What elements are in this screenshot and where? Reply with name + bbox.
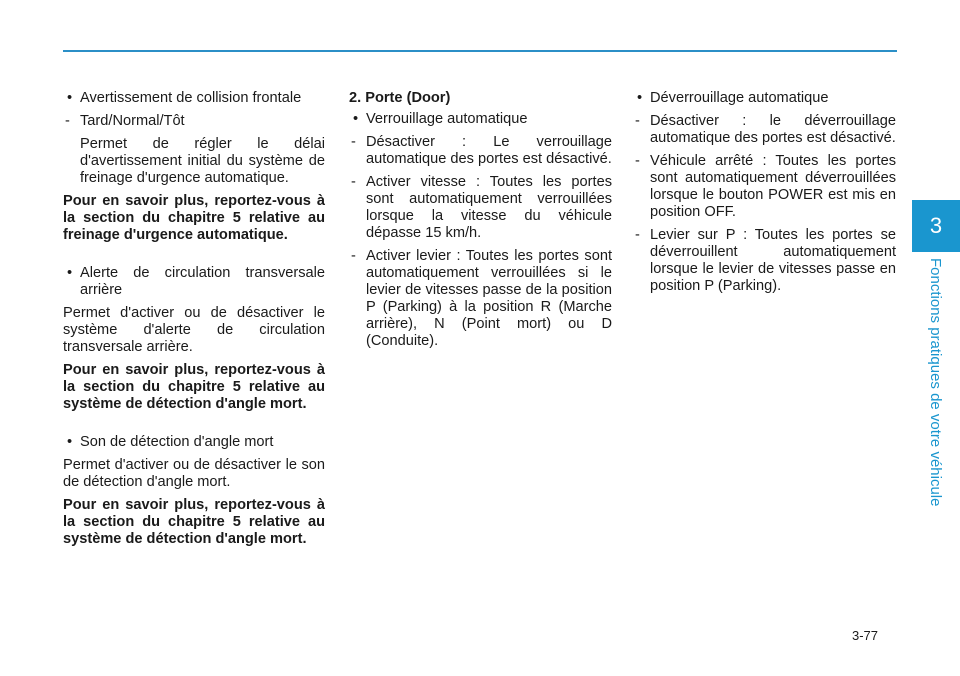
column-right: [633, 90, 896, 301]
note: Pour en savoir plus, reportez-vous à la section du chapitre 5 relative au freinage d'urgence automatique.: [63, 193, 325, 243]
column-left: [63, 90, 325, 554]
note: Pour en savoir plus, reportez-vous à la section du chapitre 5 relative au système de détection d'angle mort.: [63, 362, 325, 412]
list-item: - Désactiver : Le verrouillage automatique des portes est désactivé.: [349, 134, 612, 168]
paragraph: Permet d'activer ou de désactiver le son de détection d'angle mort.: [63, 457, 325, 490]
column-middle: [349, 90, 612, 356]
list-item: • Avertissement de collision frontale: [63, 90, 325, 107]
list-item: - Tard/Normal/Tôt: [63, 113, 325, 130]
page-number: 3-77: [852, 628, 879, 643]
note: Pour en savoir plus, reportez-vous à la section du chapitre 5 relative au système de détection d'angle mort.: [63, 497, 325, 547]
chapter-title: Fonctions pratiques de votre véhicule: [927, 258, 944, 507]
list-item: • Déverrouillage automatique: [633, 90, 896, 107]
list-item: - Levier sur P : Toutes les portes se déverrouillent automatiquement lorsque le levier de vitesses passe en position P (Parking).: [633, 227, 896, 295]
list-item: - Activer vitesse : Toutes les portes sont automatiquement verrouillées lorsque la vitesse du véhicule dépasse 15 km/h.: [349, 174, 612, 242]
list-item: • Son de détection d'angle mort: [63, 434, 325, 451]
chapter-tab: 3: [912, 200, 960, 252]
header-rule: [63, 50, 897, 52]
list-item: • Alerte de circulation transversale arrière: [63, 265, 325, 299]
list-item: • Verrouillage automatique: [349, 111, 612, 128]
paragraph: Permet d'activer ou de désactiver le système d'alerte de circulation transversale arrière.: [63, 305, 325, 355]
list-item: - Désactiver : le déverrouillage automatique des portes est désactivé.: [633, 113, 896, 147]
section-heading: 2. Porte (Door): [349, 90, 451, 106]
list-item: - Activer levier : Toutes les portes sont automatiquement verrouillées si le levier de vitesses passe de la position P (Parking) à la position R (Marche arrière), N (Point mort) ou D (Conduite).: [349, 248, 612, 350]
list-item: - Véhicule arrêté : Toutes les portes sont automatiquement déverrouillées lorsque le bouton POWER est mis en position OFF.: [633, 153, 896, 221]
paragraph: Permet de régler le délai d'avertissement initial du système de freinage d'urgence automatique.: [80, 136, 325, 186]
